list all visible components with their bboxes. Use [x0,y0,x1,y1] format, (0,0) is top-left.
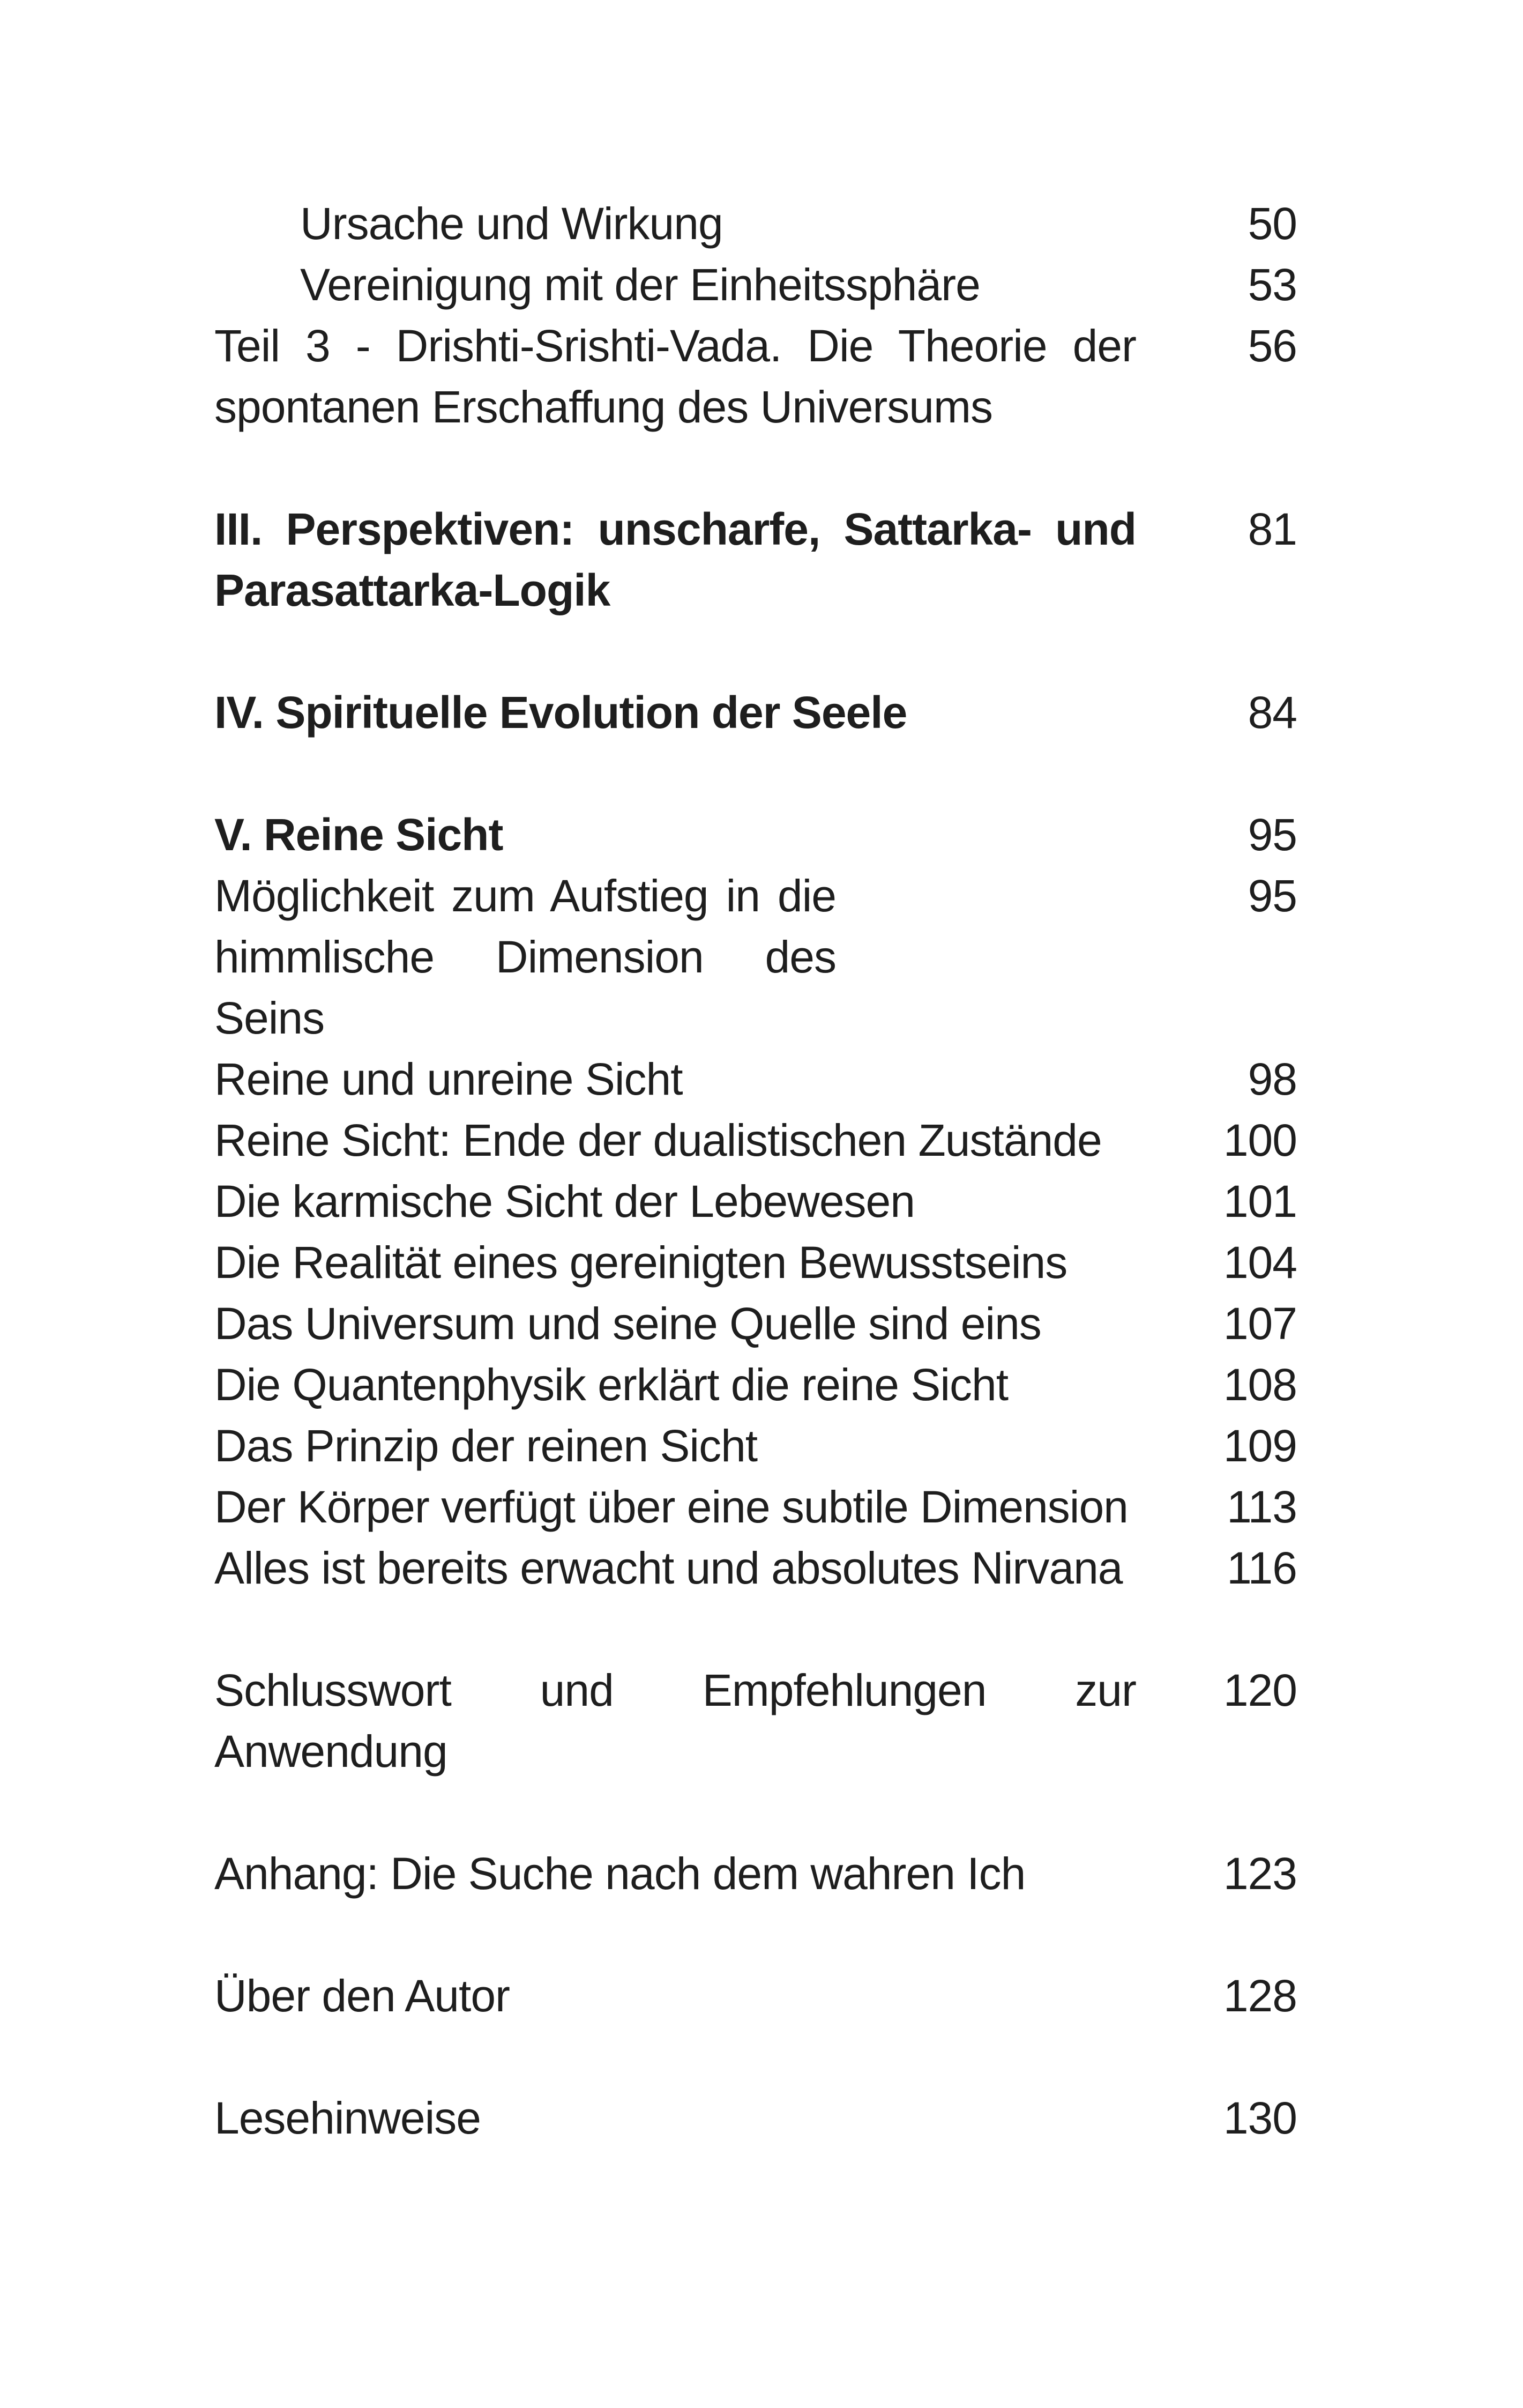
toc-entry-title: Das Universum und seine Quelle sind eins [214,1298,1041,1349]
toc-entry-lesehinweise [214,2087,1297,2149]
toc-spacer [214,621,1297,682]
toc-entry-quantenphysik [214,1354,1297,1415]
toc-entry-page: 101 [1223,1176,1297,1227]
toc-entry-vereinigung [214,254,1297,315]
toc-entry-title: Möglichkeit zum Aufstieg in die himmlische Dimension des Seins [214,871,836,1043]
toc-entry-page: 50 [1248,198,1297,249]
toc-entry-page: 113 [1227,1482,1297,1532]
toc-chapter-title: IV. Spirituelle Evolution der Seele [214,687,907,738]
toc-entry-title: Der Körper verfügt über eine subtile Dimension [214,1482,1128,1532]
toc-entry-title: Teil 3 - Drishti-Srishti-Vada. Die Theorie der spontanen Erschaffung des Universums [214,321,1136,432]
toc-entry-page: 116 [1227,1543,1297,1593]
toc-spacer [214,2026,1297,2087]
toc-chapter-reine-sicht [214,804,1297,865]
toc-entry-prinzip [214,1415,1297,1476]
toc-entry-title: Alles ist bereits erwacht und absolutes Nirvana [214,1543,1123,1593]
toc-entry-universum-quelle [214,1293,1297,1354]
toc-chapter-title: V. Reine Sicht [214,809,503,860]
toc-entry-page: 100 [1223,1115,1297,1165]
toc-entry-title: Lesehinweise [214,2093,481,2143]
toc-entry-title: Über den Autor [214,1971,510,2021]
toc-entry-page: 81 [1248,504,1297,554]
toc-entry-page: 123 [1223,1848,1297,1899]
toc-spacer [214,1904,1297,1965]
toc-entry-schlusswort [214,1660,1297,1782]
toc-entry-reine-und-unreine-sicht [214,1049,1297,1110]
toc-entry-anhang [214,1843,1297,1904]
toc-entry-title: Die karmische Sicht der Lebewesen [214,1176,915,1227]
toc-entry-page: 95 [1248,871,1297,921]
toc-entry-page: 107 [1223,1298,1297,1349]
toc-entry-karmische-sicht [214,1171,1297,1232]
toc-entry-title: Ursache und Wirkung [300,198,723,249]
toc-entry-page: 98 [1248,1054,1297,1104]
toc-entry-realitaet [214,1232,1297,1293]
toc-spacer [214,437,1297,499]
toc-entry-page: 120 [1223,1665,1297,1715]
toc-entry-page: 56 [1248,321,1297,371]
toc-entry-title: Reine Sicht: Ende der dualistischen Zustände [214,1115,1102,1165]
toc-entry-nirvana [214,1537,1297,1599]
toc-entry-page: 84 [1248,687,1297,738]
toc-entry-title: Reine und unreine Sicht [214,1054,683,1104]
toc-entry-ueber-den-autor [214,1965,1297,2026]
toc-entry-ende-dualistisch [214,1110,1297,1171]
toc-entry-ursache-und-wirkung [214,193,1297,254]
toc-entry-page: 104 [1223,1237,1297,1288]
toc-entry-title: Anhang: Die Suche nach dem wahren Ich [214,1848,1026,1899]
toc-entry-teil-3 [214,315,1297,437]
table-of-contents [214,193,1297,2149]
toc-entry-moeglichkeit [214,865,1297,1049]
toc-spacer [214,1782,1297,1843]
toc-entry-page: 109 [1223,1421,1297,1471]
toc-entry-page: 53 [1248,259,1297,310]
toc-entry-title: Das Prinzip der reinen Sicht [214,1421,758,1471]
toc-chapter-title: III. Perspektiven: unscharfe, Sattarka- und Parasattarka-Logik [214,504,1136,615]
toc-entry-title: Die Quantenphysik erklärt die reine Sicht [214,1359,1009,1410]
toc-entry-page: 95 [1248,809,1297,860]
toc-entry-title: Vereinigung mit der Einheitssphäre [300,259,980,310]
toc-entry-page: 130 [1223,2093,1297,2143]
toc-spacer [214,743,1297,804]
toc-spacer [214,1599,1297,1660]
toc-chapter-spirituelle-evolution [214,682,1297,743]
toc-entry-title: Die Realität eines gereinigten Bewusstseins [214,1237,1067,1288]
toc-entry-title: Schlusswort und Empfehlungen zur Anwendung [214,1665,1136,1777]
toc-chapter-perspektiven [214,499,1297,621]
toc-entry-page: 108 [1223,1359,1297,1410]
toc-entry-koerper [214,1476,1297,1537]
toc-entry-page: 128 [1223,1971,1297,2021]
